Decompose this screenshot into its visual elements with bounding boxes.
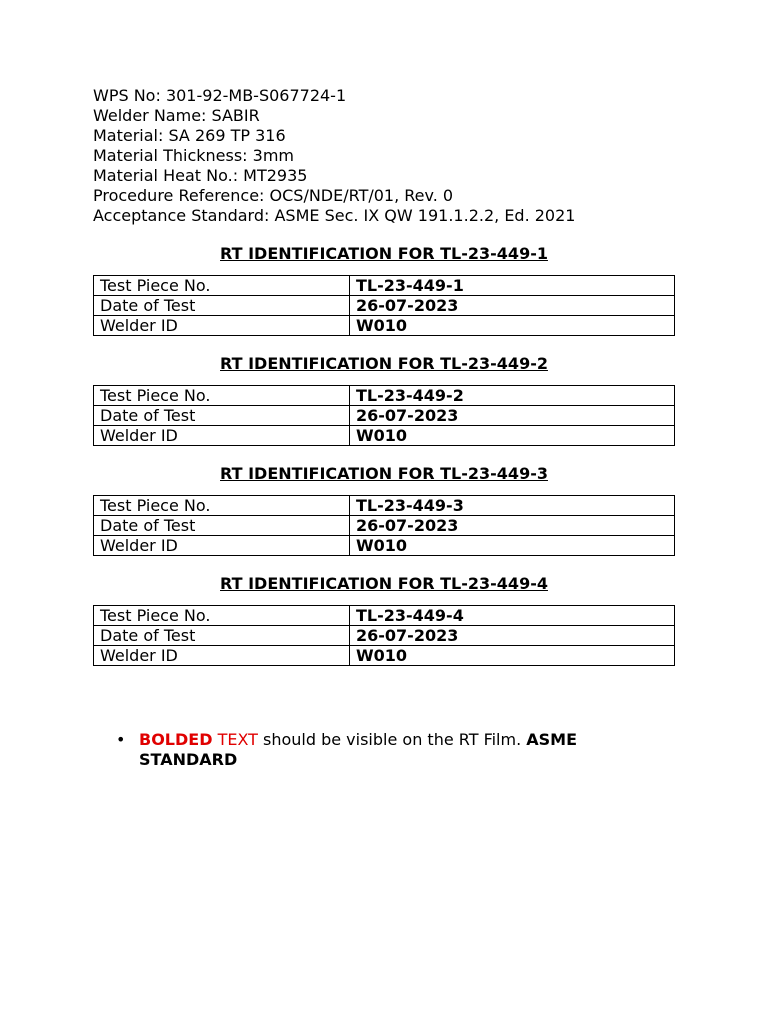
table-row <box>94 516 675 536</box>
table-row <box>94 496 675 516</box>
row-label: Welder ID <box>94 536 350 556</box>
row-label: Date of Test <box>94 516 350 536</box>
rt-identification-table <box>93 275 675 336</box>
rt-identification-table <box>93 385 675 446</box>
note-middle-text: should be visible on the RT Film. <box>257 730 527 749</box>
section-title: RT IDENTIFICATION FOR TL-23-449-1 <box>220 244 548 263</box>
row-label: Date of Test <box>94 406 350 426</box>
row-label: Test Piece No. <box>94 496 350 516</box>
material: Material: SA 269 TP 316 <box>93 126 286 145</box>
row-value: 26-07-2023 <box>350 296 675 316</box>
table-row <box>94 426 675 446</box>
row-value: W010 <box>350 536 675 556</box>
rt-section-2 <box>93 354 675 446</box>
weld-info-block <box>93 86 675 226</box>
bolded-word: BOLDED <box>139 730 213 749</box>
material-heat-no: Material Heat No.: MT2935 <box>93 166 308 185</box>
row-label: Date of Test <box>94 626 350 646</box>
rt-section-4 <box>93 574 675 666</box>
rt-identification-table <box>93 495 675 556</box>
table-row <box>94 276 675 296</box>
rt-identification-table <box>93 605 675 666</box>
table-row <box>94 316 675 336</box>
asme-standard-text: ASME STANDARD <box>139 730 578 769</box>
section-title: RT IDENTIFICATION FOR TL-23-449-3 <box>220 464 548 483</box>
document-page <box>93 86 675 666</box>
row-label: Test Piece No. <box>94 606 350 626</box>
wps-number: WPS No: 301-92-MB-S067724-1 <box>93 86 347 105</box>
table-row <box>94 296 675 316</box>
row-value: 26-07-2023 <box>350 516 675 536</box>
acceptance-standard: Acceptance Standard: ASME Sec. IX QW 191.1.2.2, Ed. 2021 <box>93 206 576 225</box>
film-visibility-note <box>116 730 656 770</box>
row-value: TL-23-449-3 <box>350 496 675 516</box>
row-value: W010 <box>350 426 675 446</box>
section-title: RT IDENTIFICATION FOR TL-23-449-4 <box>220 574 548 593</box>
section-title: RT IDENTIFICATION FOR TL-23-449-2 <box>220 354 548 373</box>
row-label: Welder ID <box>94 426 350 446</box>
welder-name: Welder Name: SABIR <box>93 106 260 125</box>
table-row <box>94 626 675 646</box>
row-label: Test Piece No. <box>94 386 350 406</box>
bullet-icon: • <box>116 730 126 749</box>
row-label: Test Piece No. <box>94 276 350 296</box>
rt-section-1 <box>93 244 675 336</box>
row-value: 26-07-2023 <box>350 406 675 426</box>
table-row <box>94 386 675 406</box>
table-row <box>94 536 675 556</box>
row-label: Welder ID <box>94 316 350 336</box>
row-value: W010 <box>350 646 675 666</box>
table-row <box>94 606 675 626</box>
table-row <box>94 646 675 666</box>
note-text <box>139 730 656 770</box>
row-value: TL-23-449-1 <box>350 276 675 296</box>
table-row <box>94 406 675 426</box>
procedure-reference: Procedure Reference: OCS/NDE/RT/01, Rev. 0 <box>93 186 454 205</box>
row-label: Welder ID <box>94 646 350 666</box>
row-value: 26-07-2023 <box>350 626 675 646</box>
row-value: TL-23-449-2 <box>350 386 675 406</box>
rt-section-3 <box>93 464 675 556</box>
row-value: W010 <box>350 316 675 336</box>
text-word: TEXT <box>212 730 258 749</box>
material-thickness: Material Thickness: 3mm <box>93 146 294 165</box>
row-value: TL-23-449-4 <box>350 606 675 626</box>
row-label: Date of Test <box>94 296 350 316</box>
